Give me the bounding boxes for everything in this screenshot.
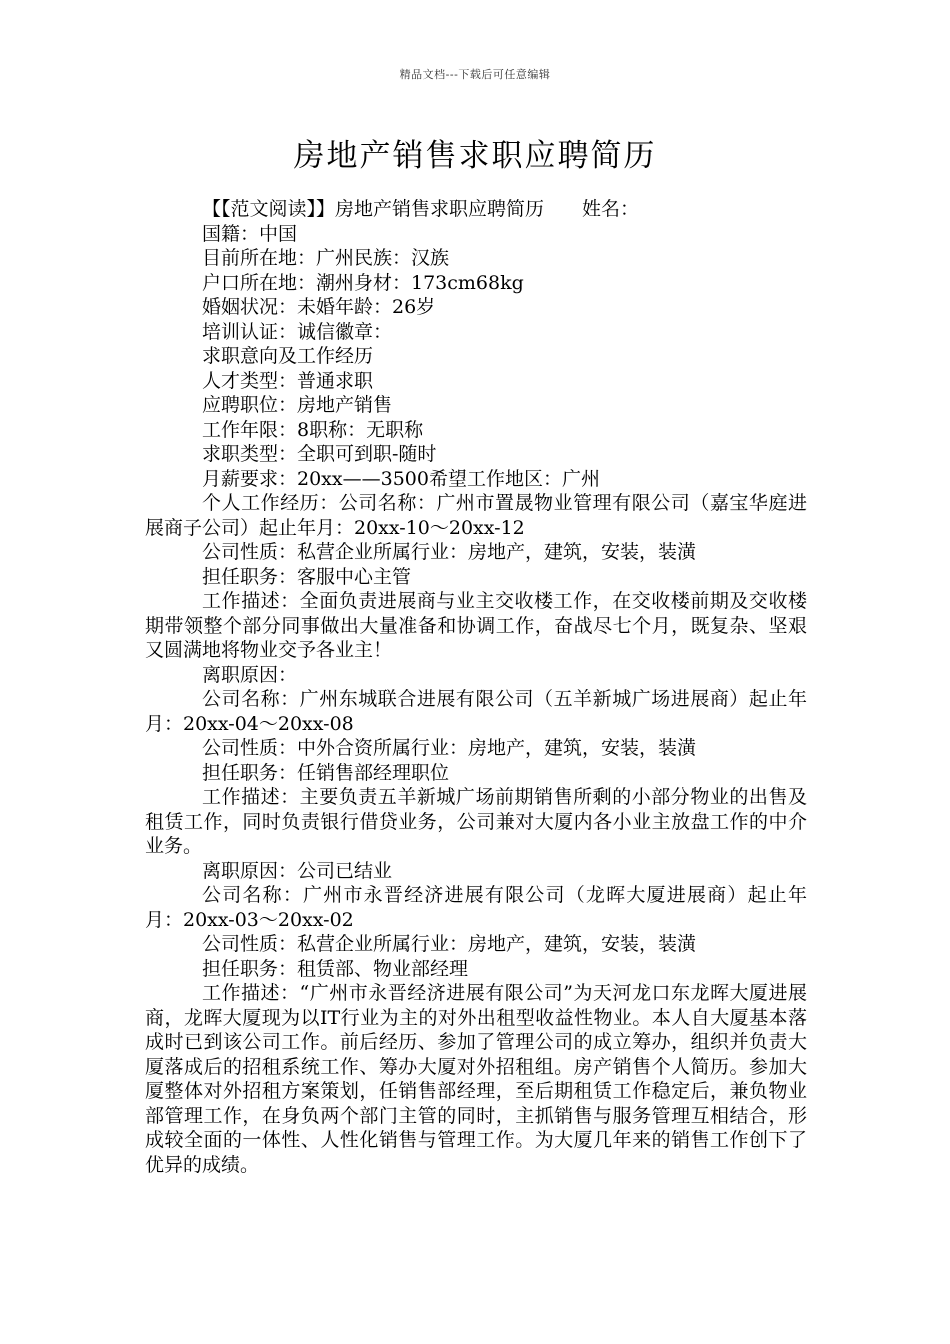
paragraph-salary: 月薪要求：20xx——3500希望工作地区：广州: [202, 467, 600, 490]
paragraph-nationality: 国籍：中国: [202, 222, 298, 245]
document-title: 房地产销售求职应聘简历: [293, 138, 657, 174]
paragraph-company-3-nature: 公司性质：私营企业所属行业：房地产，建筑，安装，装潢: [202, 933, 697, 955]
paragraph-position: 应聘职位：房地产销售: [202, 394, 393, 416]
paragraph-company-1-nature: 公司性质：私营企业所属行业：房地产，建筑，安装，装潢: [202, 541, 697, 563]
paragraph-work-years: 工作年限：8职称：无职称: [202, 418, 424, 441]
paragraph-location: 目前所在地：广州民族：汉族: [202, 247, 450, 269]
paragraph-certification: 培训认证：诚信徽章：: [202, 320, 393, 343]
document-body: [145, 197, 807, 1177]
paragraph-company-2-description: 工作描述：主要负责五羊新城广场前期销售所剩的小部分物业的出售及租赁工作，同时负责银行借贷业务，公司兼对大厦内各小业主放盘工作的中介业务。: [145, 786, 807, 857]
paragraph-marital: 婚姻状况：未婚年龄：26岁: [202, 296, 436, 318]
paragraph-section-heading: 求职意向及工作经历: [202, 345, 374, 367]
paragraph-job-type: 求职类型：全职可到职-随时: [202, 443, 437, 465]
paragraph-company-1-leave: 离职原因：: [202, 663, 298, 686]
paragraph-company-1-description: 工作描述：全面负责进展商与业主交收楼工作，在交收楼前期及交收楼期带领整个部分同事做出大量准备和协调工作，奋战尽七个月，既复杂、坚艰又圆满地将物业交予各业主！: [145, 590, 807, 661]
paragraph-intro: 【【范文阅读】】房地产销售求职应聘简历 姓名：: [202, 198, 640, 220]
paragraph-company-3-description: 工作描述：“广州市永晋经济进展有限公司”为天河龙口东龙晖大厦进展商，龙晖大厦现为以IT行业为主的对外出租型收益性物业。本人自大厦基本落成时已到该公司工作。前后经历、参加了管理公司的成立筹办，组织并负责大厦落成后的招租系统工作、筹办大厦对外招租组。房产销售个人简历。参加大厦整体对外招租方案策划，任销售部经理，至后期租赁工作稳定后，兼负物业部管理工作，在身负两个部门主管的同时，主抓销售与服务管理互相结合，形成较全面的一体性、人性化销售与管理工作。为大厦几年来的销售工作创下了优异的成绩。: [145, 982, 807, 1176]
paragraph-talent-type: 人才类型：普通求职: [202, 369, 374, 392]
paragraph-company-2-role: 担任职务：任销售部经理职位: [202, 761, 450, 784]
paragraph-company-2-nature: 公司性质：中外合资所属行业：房地产，建筑，安装，装潢: [202, 737, 697, 759]
paragraph-company-1: 个人工作经历：公司名称：广州市置晟物业管理有限公司（嘉宝华庭进展商子公司）起止年月：20xx-10～20xx-12: [145, 492, 807, 539]
paragraph-company-3-role: 担任职务：租赁部、物业部经理: [202, 957, 469, 980]
paragraph-company-2: 公司名称：广州东城联合进展有限公司（五羊新城广场进展商）起止年月：20xx-04～20xx-08: [145, 688, 807, 735]
paragraph-company-2-leave: 离职原因：公司已结业: [202, 859, 393, 882]
page-header-note: 精品文档---下载后可任意编辑: [399, 68, 551, 81]
paragraph-company-1-role: 担任职务：客服中心主管: [202, 565, 412, 588]
paragraph-company-3: 公司名称：广州市永晋经济进展有限公司（龙晖大厦进展商）起止年月：20xx-03～20xx-02: [145, 884, 807, 931]
paragraph-hukou: 户口所在地：潮州身材：173cm68kg: [202, 271, 524, 294]
